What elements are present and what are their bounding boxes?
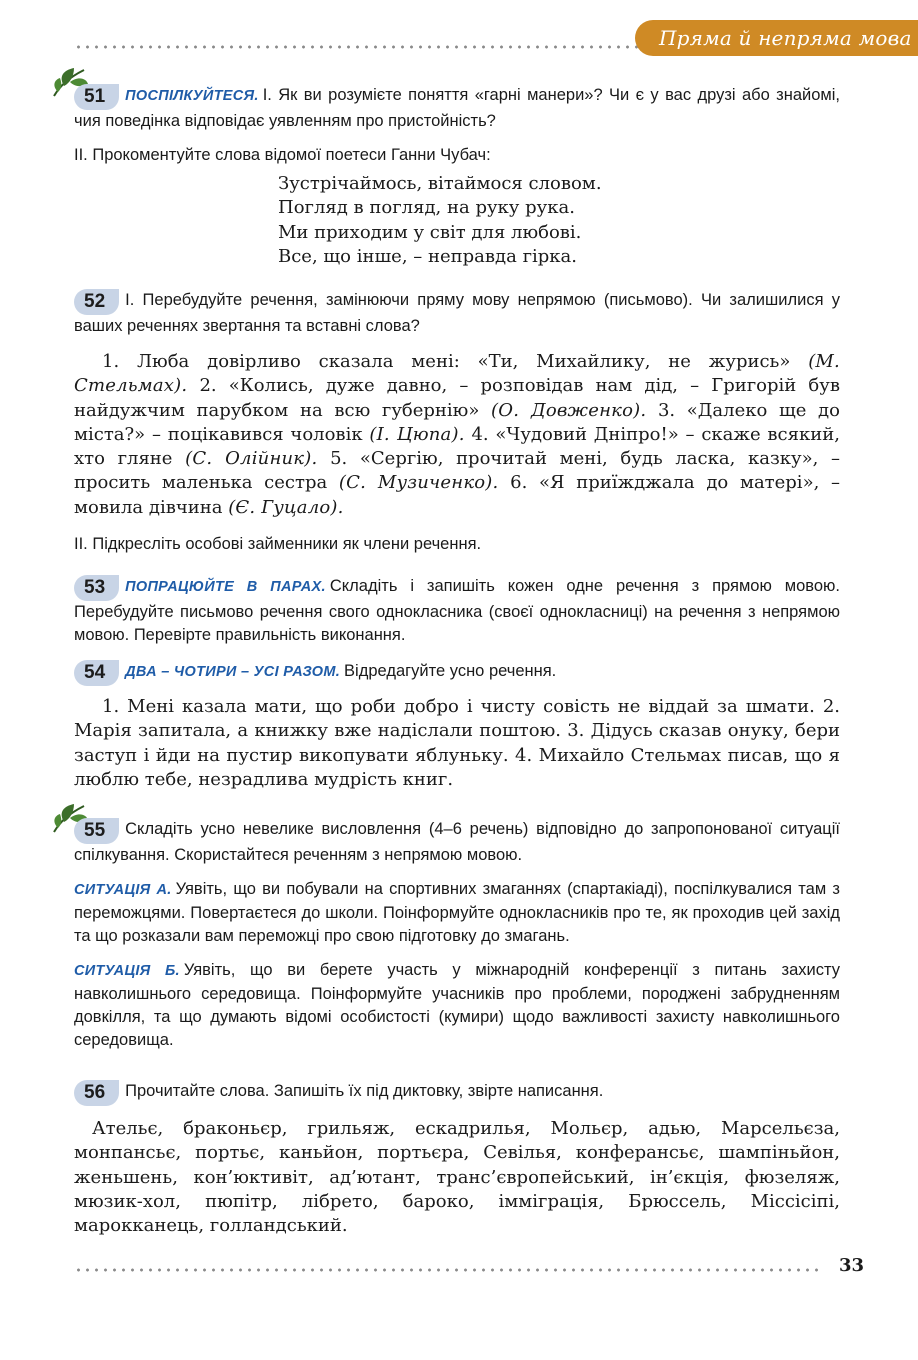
task-52-part2: II. Підкресліть особові займенники як члени речення. xyxy=(74,535,482,554)
task-52 xyxy=(74,289,840,556)
task-badge: ДВА – ЧОТИРИ – УСІ РАЗОМ. xyxy=(125,664,341,680)
task-56-words: Ательє, браконьєр, грильяж, ескадрилья, Мольєр, адью, Марсельєза, монпансьє, портьє, каньйон, портьєра, Севілья, конферансьє, шампіньйон, женьшень, кон’юктивіт, ад’ютант, транс’європейський, ін’єкція, фюзеляж, мюзик-хол, пюпітр, лібрето, бароко, імміграція, Брюссель, Міссісіпі, марокканець, голландський. xyxy=(74,1118,840,1237)
poem-line: Зустрічаймось, вітаймося словом. xyxy=(278,173,602,194)
task-56-text-line xyxy=(74,1080,840,1106)
situation-b xyxy=(74,959,840,1052)
poem-line: Ми приходим у світ для любові. xyxy=(278,221,582,243)
situation-a-label: СИТУАЦІЯ А. xyxy=(74,882,172,898)
task-56-text: Прочитайте слова. Запишіть їх під диктовку, звірте написання. xyxy=(125,1082,604,1100)
task-number: 52 xyxy=(74,289,119,315)
poem-line: Погляд в погляд, на руку рука. xyxy=(278,197,575,219)
sentence: 6. «Я приїжджала до матері», – мовила дівчина xyxy=(74,472,840,518)
task-55-text: Складіть усно невелике висловлення (4–6 речень) відповідно до запропонованої ситуації спілкування. Скористайтеся реченням з непрямою мовою. xyxy=(74,820,840,864)
sentence: 5. «Сергію, прочитай мені, будь ласка, казку», – просить маленька сестра xyxy=(74,448,840,494)
task-55 xyxy=(74,818,840,1052)
task-number: 56 xyxy=(74,1080,119,1106)
author: (М. Стельмах). xyxy=(74,351,840,397)
task-54-text-line xyxy=(74,660,840,686)
section-title-tab xyxy=(635,20,918,56)
author: (О. Довженко). xyxy=(491,399,647,421)
author: (Є. Гуцало). xyxy=(228,496,344,518)
author: (С. Музиченко). xyxy=(338,472,499,494)
bottom-dotted-rule xyxy=(74,1268,822,1272)
task-54-sentences: 1. Мені казала мати, що роби добро і чисту совість не віддай за шмати. 2. Марія запитала, а книжку вже надіслали поштою. 3. Дідусь сказав онуку, бери заступ і йди на пустир викопувати яблуньку. 4. Михайло Стельмах писав, що я люблю тебе, незрадлива мудрість книг. xyxy=(74,696,840,790)
task-number: 51 xyxy=(74,84,119,110)
task-54 xyxy=(74,660,840,792)
task-number: 54 xyxy=(74,660,119,686)
task-51-part1-line xyxy=(74,84,840,133)
task-52-part1: I. Перебудуйте речення, замінюючи пряму мову непрямою (письмово). Чи залишилися у ваших реченнях звертання та вставні слова? xyxy=(74,291,840,335)
author: (І. Цюпа). xyxy=(369,423,465,445)
sentence: 4. «Чудовий Дніпро!» – скаже всякий, хто гляне xyxy=(74,423,840,470)
top-dotted-rule xyxy=(74,45,644,49)
task-52-sentences xyxy=(74,350,840,520)
task-51 xyxy=(74,84,840,167)
poem xyxy=(278,172,602,269)
sentence: 1. Люба довірливо сказала мені: «Ти, Михайлику, не журись» xyxy=(102,351,791,372)
situation-a-text: Уявіть, що ви побували на спортивних змаганнях (спартакіаді), поспілкувалися там з переможцями. Повертаєтеся до школи. Поінформуйте однокласників про те, як проходив цей захід та що розказали вам переможці про свою підготовку до змагань. xyxy=(74,880,840,945)
task-51-part1: I. Як ви розумієте поняття «гарні манери»? Чи є у вас друзі або знайомі, чия поведінка відповідає уявленням про пристойність? xyxy=(74,86,840,130)
task-51-part2: II. Прокоментуйте слова відомої поетеси Ганни Чубач: xyxy=(74,146,491,164)
task-number: 53 xyxy=(74,575,119,601)
author: (С. Олійник). xyxy=(185,448,318,470)
section-title: Пряма й непряма мова xyxy=(659,26,912,50)
task-53-text-line xyxy=(74,575,840,647)
page-number: 33 xyxy=(839,1255,865,1276)
situation-b-label: СИТУАЦІЯ Б. xyxy=(74,963,180,979)
task-54-text: Відредагуйте усно речення. xyxy=(344,662,557,680)
task-56 xyxy=(74,1080,840,1238)
task-badge: ПОПРАЦЮЙТЕ В ПАРАХ. xyxy=(125,579,326,595)
task-badge: ПОСПІЛКУЙТЕСЯ. xyxy=(125,88,259,104)
poem-line: Все, що інше, – неправда гірка. xyxy=(278,245,577,267)
sentence: 2. «Колись, дуже давно, – розповідав нам дід, – Григорій був найдужчим парубком на всю губернію» xyxy=(74,375,840,421)
sentence: 3. «Далеко ще до міста?» – поцікавився чоловік xyxy=(74,399,840,445)
task-number: 55 xyxy=(74,818,119,844)
task-53-text: Складіть і запишіть кожен одне речення з прямою мовою. Перебудуйте письмово речення свого однокласника (своєї однокласниці) на речення з непрямою мовою. Перевірте правильність виконання. xyxy=(74,577,841,644)
task-55-text-line xyxy=(74,818,840,867)
task-52-part1-line xyxy=(74,289,840,338)
situation-a xyxy=(74,878,840,948)
situation-b-text: Уявіть, що ви берете участь у міжнародній конференції з питань захисту навколишнього середовища. Поінформуйте учасників про проблеми, породжені забрудненням довкілля, та що думають відомі особистості (кумири) щодо важливості захисту навколишнього середовища. xyxy=(74,961,840,1049)
task-53 xyxy=(74,575,840,647)
